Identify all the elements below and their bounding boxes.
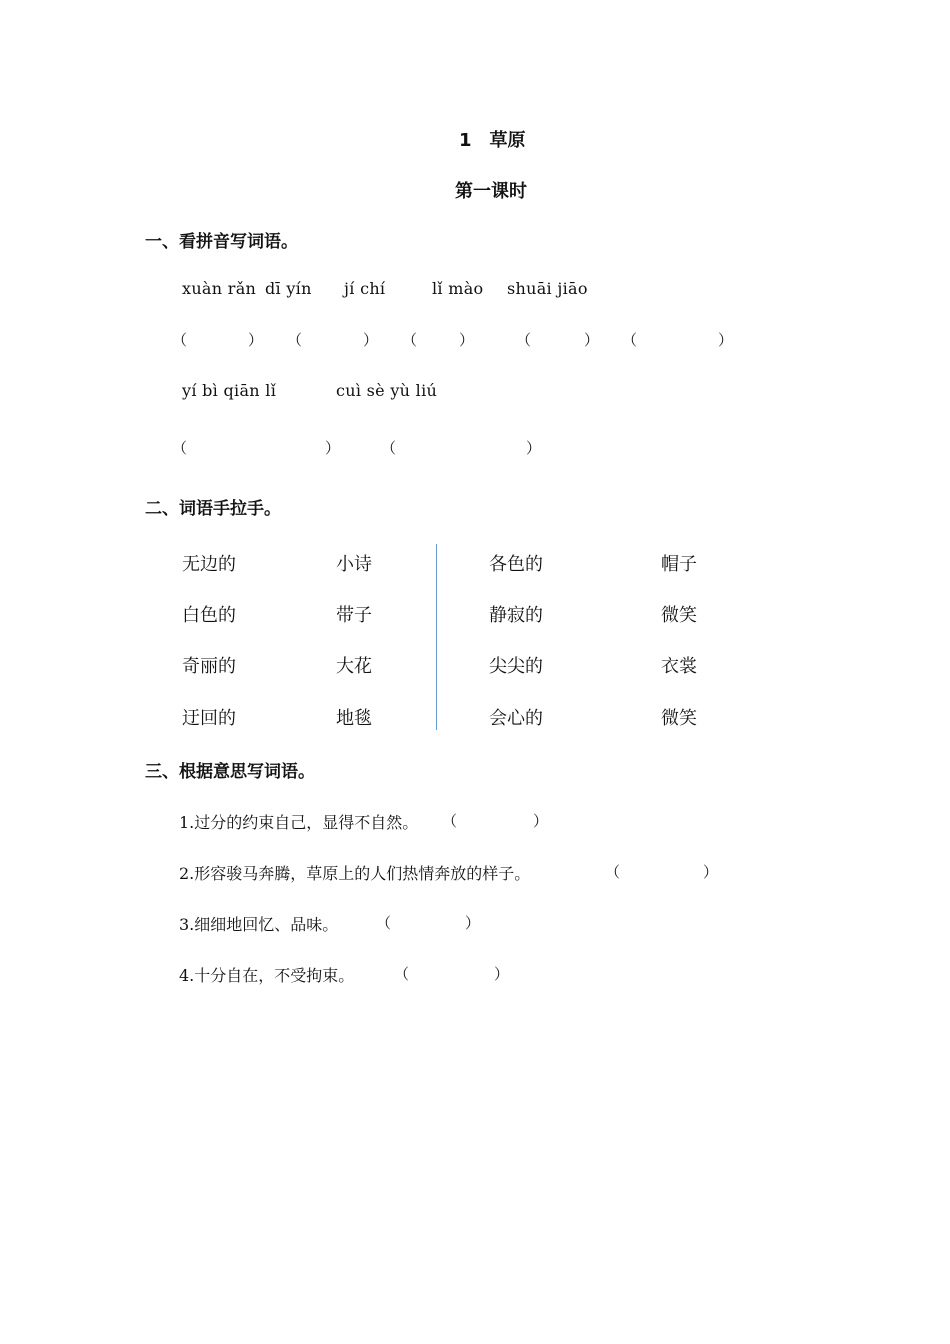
definition-item-3 — [179, 912, 338, 935]
match-word: 带子 — [336, 605, 372, 626]
answer-blank-close: ） — [526, 439, 542, 457]
pinyin-2: dī yín — [265, 279, 312, 298]
answer-blank-close: ） — [718, 331, 734, 349]
answer-blank-open: （ — [605, 863, 621, 881]
pinyin-5: shuāi jiāo — [507, 279, 588, 298]
column-divider — [436, 544, 437, 730]
answer-blank-close: ） — [459, 331, 475, 349]
match-word: 帽子 — [661, 554, 697, 575]
answer-blank-close: ） — [248, 331, 264, 349]
answer-blank-open: （ — [402, 331, 418, 349]
match-word: 微笑 — [661, 605, 697, 626]
section-1-heading: 一、看拼音写词语。 — [145, 232, 298, 252]
definition-item-1 — [179, 810, 418, 833]
answer-blank-open: （ — [172, 439, 188, 457]
answer-blank-open: （ — [442, 812, 458, 830]
match-word: 会心的 — [489, 708, 543, 729]
match-word: 迂回的 — [182, 708, 236, 729]
match-word: 地毯 — [336, 708, 372, 729]
match-word: 小诗 — [336, 554, 372, 575]
answer-blank-open: （ — [394, 965, 410, 983]
answer-blank-open: （ — [172, 331, 188, 349]
match-word: 奇丽的 — [182, 656, 236, 677]
answer-blank-open: （ — [287, 331, 303, 349]
answer-blank-close: ） — [703, 863, 719, 881]
match-word: 大花 — [336, 656, 372, 677]
definition-text: 2.形容骏马奔腾，草原上的人们热情奔放的样子。 — [179, 864, 531, 883]
answer-blank-close: ） — [584, 331, 600, 349]
section-2-heading: 二、词语手拉手。 — [145, 499, 281, 519]
match-word: 各色的 — [489, 554, 543, 575]
answer-blank-open: （ — [381, 439, 397, 457]
definition-text: 3.细细地回忆、品味。 — [179, 915, 339, 934]
answer-blank-close: ） — [363, 331, 379, 349]
match-word: 尖尖的 — [489, 656, 543, 677]
answer-blank-close: ） — [533, 812, 549, 830]
match-word: 微笑 — [661, 708, 697, 729]
lesson-title: 1 草原 — [459, 130, 526, 151]
pinyin-7: cuì sè yù liú — [336, 381, 438, 400]
match-word: 白色的 — [182, 605, 236, 626]
answer-blank-close: ） — [325, 439, 341, 457]
definition-item-4 — [179, 963, 354, 986]
pinyin-4: lǐ mào — [432, 279, 484, 298]
pinyin-1: xuàn rǎn — [182, 279, 257, 298]
lesson-period: 第一课时 — [455, 181, 527, 202]
answer-blank-open: （ — [516, 331, 532, 349]
definition-text: 4.十分自在，不受拘束。 — [179, 966, 355, 985]
definition-item-2 — [179, 861, 530, 884]
answer-blank-open: （ — [376, 914, 392, 932]
match-word: 静寂的 — [489, 605, 543, 626]
answer-blank-close: ） — [465, 914, 481, 932]
pinyin-6: yí bì qiān lǐ — [182, 381, 277, 400]
match-word: 无边的 — [182, 554, 236, 575]
section-3-heading: 三、根据意思写词语。 — [145, 762, 315, 782]
answer-blank-open: （ — [622, 331, 638, 349]
answer-blank-close: ） — [494, 965, 510, 983]
definition-text: 1.过分的约束自己，显得不自然。 — [179, 813, 419, 832]
match-word: 衣裳 — [661, 656, 697, 677]
pinyin-3: jí chí — [344, 279, 386, 298]
